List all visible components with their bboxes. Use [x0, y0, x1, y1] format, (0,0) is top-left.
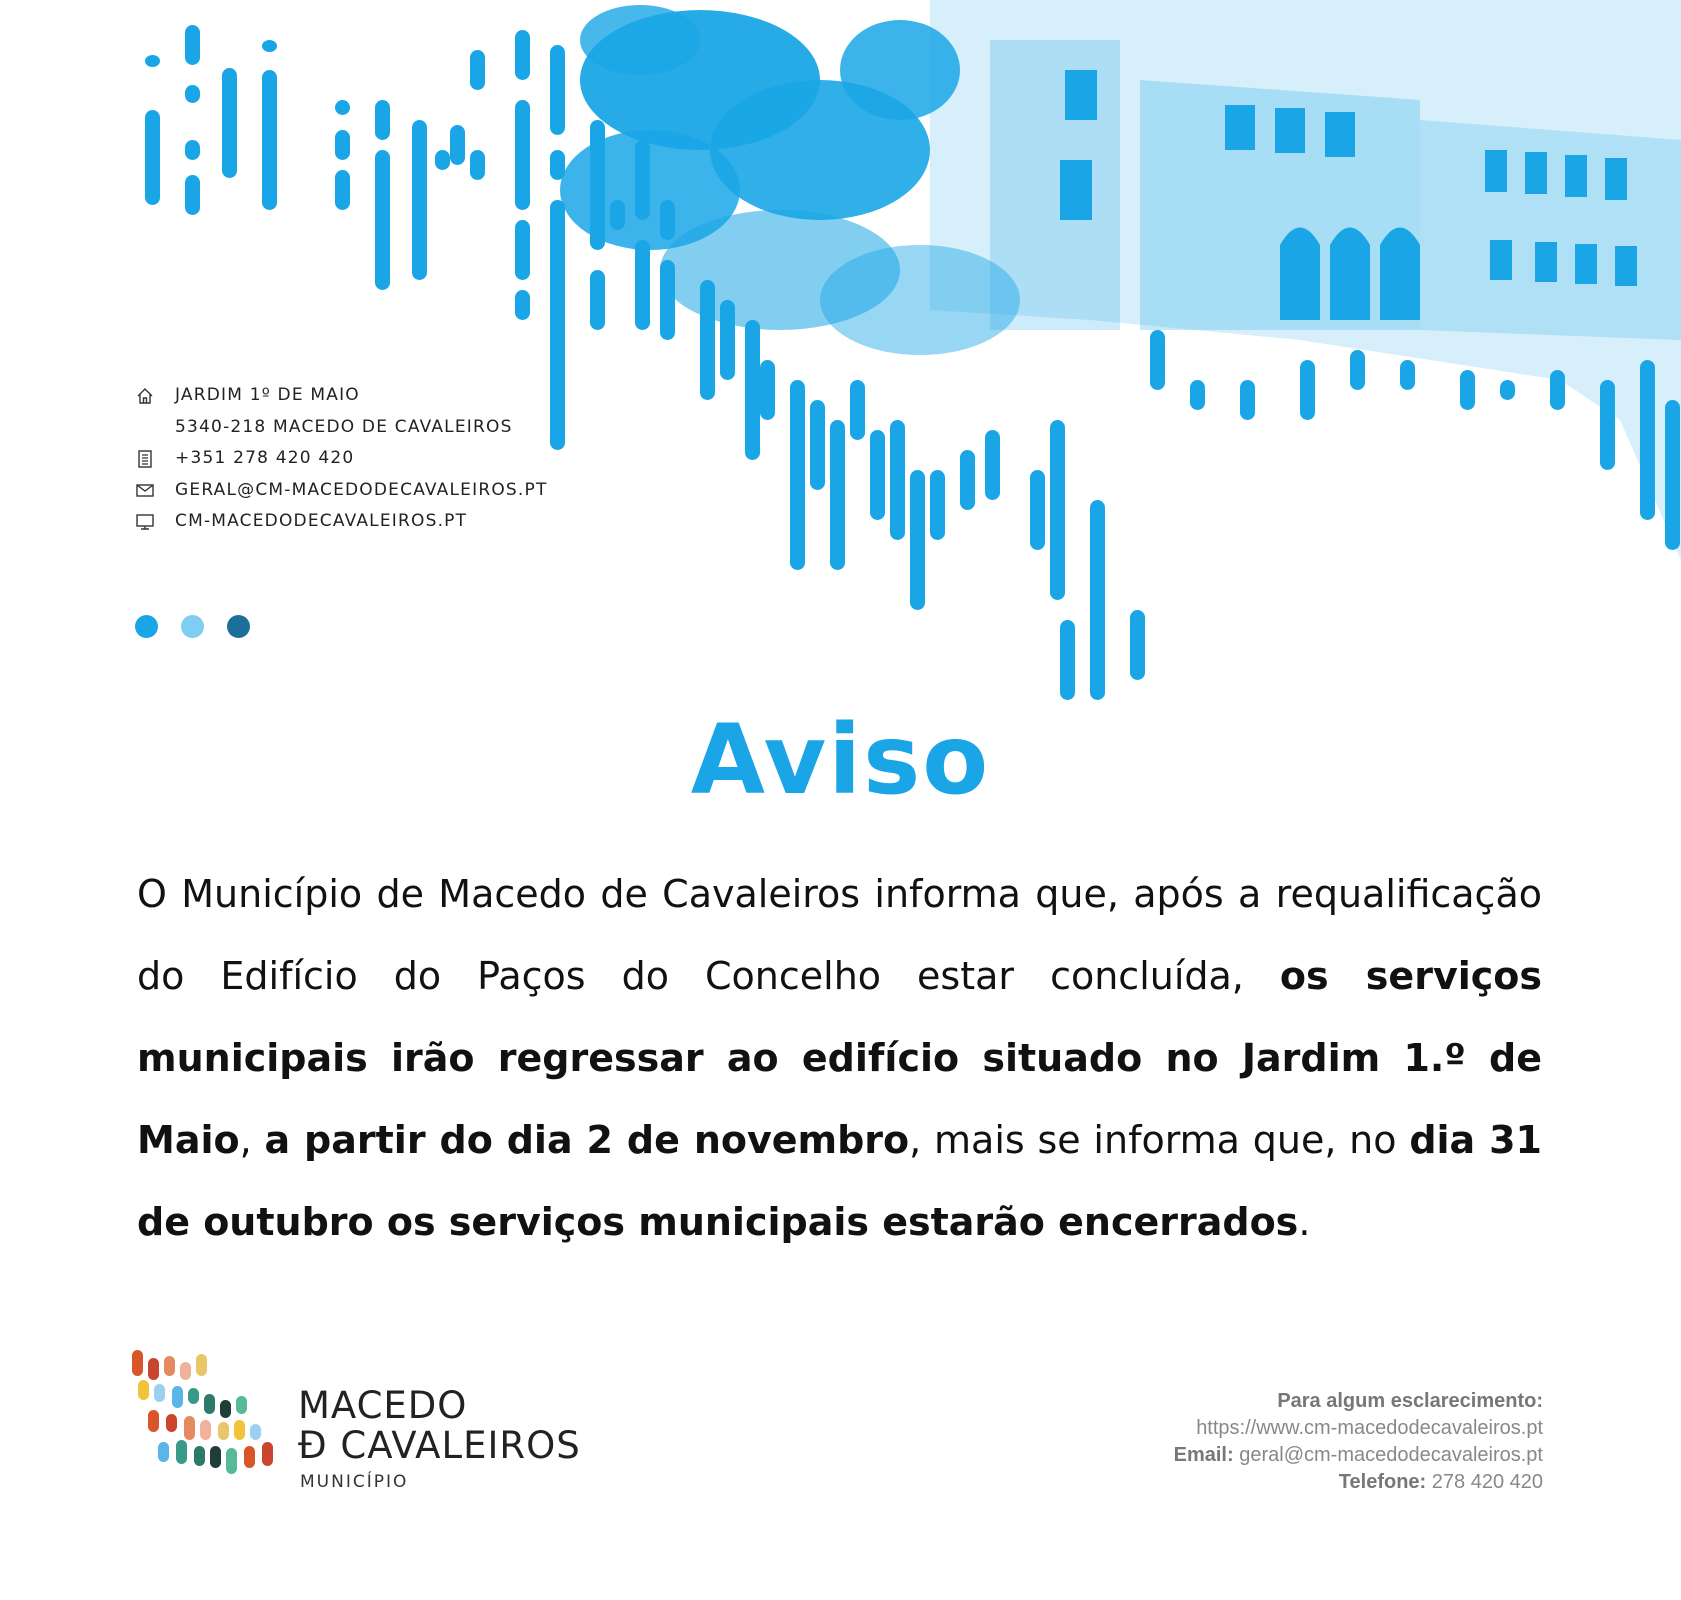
contact-block: [135, 380, 548, 538]
pattern-bar: [790, 380, 805, 570]
logo-pill: [148, 1410, 159, 1432]
logo-pill: [164, 1356, 175, 1376]
address-row-2: [135, 412, 548, 444]
body-text-1: O Município de Macedo de Cavaleiros informa que, após a requalificação do Edifício do Paços do Concelho estar concluída,: [137, 872, 1542, 998]
monitor-icon: [135, 512, 175, 532]
pattern-bar: [515, 290, 530, 320]
pattern-bar: [1050, 420, 1065, 600]
logo-pill: [180, 1362, 191, 1380]
logo-pill: [172, 1386, 183, 1408]
pattern-bar: [985, 430, 1000, 500]
pattern-bar: [635, 140, 650, 220]
pattern-bar: [1500, 380, 1515, 400]
pattern-bar: [1190, 380, 1205, 410]
pattern-bar: [550, 45, 565, 135]
pattern-bar: [145, 55, 160, 67]
hero-illustration: [0, 0, 1681, 720]
mail-icon: [135, 480, 175, 500]
pattern-bar: [635, 240, 650, 330]
pattern-bar: [550, 200, 565, 450]
logo-pill: [158, 1442, 169, 1462]
pattern-bar: [185, 175, 200, 215]
pattern-bar: [1640, 360, 1655, 520]
pattern-bar: [810, 400, 825, 490]
help-heading: Para algum esclarecimento:: [1277, 1390, 1543, 1412]
pattern-bar: [335, 170, 350, 210]
pattern-bar: [1030, 470, 1045, 550]
logo-pill: [234, 1420, 245, 1440]
pattern-bar: [515, 30, 530, 80]
pattern-bar: [830, 420, 845, 570]
body-text-4: .: [1298, 1200, 1311, 1244]
body-bold-3: dia 31 de outubro os serviços municipais estarão encerrados: [137, 1118, 1542, 1244]
pattern-bar: [720, 300, 735, 380]
pattern-bar: [335, 100, 350, 115]
pattern-bar: [1550, 370, 1565, 410]
pattern-bar: [1350, 350, 1365, 390]
phone-row: [135, 443, 548, 475]
pattern-bar: [1460, 370, 1475, 410]
help-phone[interactable]: 278 420 420: [1431, 1471, 1543, 1493]
pattern-bar: [870, 430, 885, 520]
pattern-bar: [470, 50, 485, 90]
logo-pill: [166, 1414, 177, 1432]
logo-pill: [194, 1446, 205, 1466]
pattern-bar: [660, 260, 675, 340]
pattern-bar: [412, 120, 427, 280]
pattern-bar: [375, 150, 390, 290]
phone-icon: [135, 449, 175, 469]
pattern-bar: [145, 110, 160, 205]
logo-pill: [176, 1440, 187, 1464]
logo-pill: [218, 1422, 229, 1440]
logo-pill: [138, 1380, 149, 1400]
logo-name-line3: MUNICÍPIO: [300, 1472, 409, 1492]
municipality-logo: [128, 1350, 588, 1500]
pattern-bar: [1150, 330, 1165, 390]
logo-pill: [250, 1424, 261, 1440]
pattern-bar: [435, 150, 450, 170]
pattern-bar: [1600, 380, 1615, 470]
notice-body: [137, 853, 1542, 1263]
help-email-label: Email:: [1173, 1444, 1234, 1466]
pattern-bar: [1400, 360, 1415, 390]
pattern-bar: [960, 450, 975, 510]
logo-pill: [220, 1400, 231, 1418]
pattern-bar: [745, 320, 760, 460]
pattern-bar: [550, 150, 565, 180]
pattern-bar: [1090, 550, 1105, 630]
logo-pill: [132, 1350, 143, 1376]
pattern-bar: [700, 280, 715, 400]
pattern-bar: [760, 360, 775, 420]
pattern-bar: [185, 140, 200, 160]
phone-text[interactable]: +351 278 420 420: [175, 448, 355, 468]
pattern-bar: [450, 125, 465, 165]
pattern-bar: [375, 100, 390, 140]
pattern-bar: [930, 470, 945, 540]
website-link[interactable]: CM-MACEDODECAVALEIROS.PT: [175, 511, 468, 531]
help-email[interactable]: geral@cm-macedodecavaleiros.pt: [1239, 1444, 1543, 1466]
pattern-bar: [1130, 610, 1145, 680]
address-line1: JARDIM 1º DE MAIO: [175, 385, 360, 405]
help-block: [1174, 1388, 1543, 1496]
pattern-bar: [335, 130, 350, 160]
body-bold-2: a partir do dia 2 de novembro: [264, 1118, 910, 1162]
address-line2: 5340-218 MACEDO DE CAVALEIROS: [175, 416, 513, 437]
pattern-bar: [222, 68, 237, 178]
logo-pill: [196, 1354, 207, 1376]
website-row: [135, 506, 548, 538]
pattern-bar: [470, 150, 485, 180]
logo-pill: [210, 1446, 221, 1468]
help-url[interactable]: https://www.cm-macedodecavaleiros.pt: [1196, 1417, 1543, 1439]
body-text-3: , mais se informa que, no: [909, 1118, 1410, 1162]
pattern-bar: [1060, 620, 1075, 700]
logo-name-line2: Đ CAVALEIROS: [298, 1424, 581, 1467]
pattern-bar: [890, 420, 905, 540]
pattern-bar: [1665, 400, 1680, 550]
logo-pill: [188, 1388, 199, 1404]
pattern-bar: [262, 40, 277, 52]
pattern-bar: [515, 220, 530, 280]
dot-1: [135, 615, 158, 638]
pattern-bar: [515, 100, 530, 210]
body-text-2: ,: [239, 1118, 265, 1162]
logo-pill: [200, 1420, 211, 1440]
logo-pill: [226, 1448, 237, 1474]
pattern-bar: [910, 470, 925, 610]
pattern-bar: [1300, 360, 1315, 420]
logo-pill: [184, 1416, 195, 1440]
page-title: Aviso: [690, 704, 991, 816]
pattern-bar: [590, 270, 605, 330]
help-phone-label: Telefone:: [1338, 1471, 1427, 1493]
email-row: [135, 475, 548, 507]
pattern-bar: [185, 85, 200, 103]
pattern-bar: [660, 200, 675, 240]
pattern-bar: [590, 120, 605, 250]
body-bold-1: os serviços municipais irão regressar ao edifício situado no Jardim 1.º de Maio: [137, 954, 1542, 1162]
logo-name-line1: MACEDO: [298, 1384, 468, 1427]
pattern-bar: [1240, 380, 1255, 420]
dot-3: [227, 615, 250, 638]
logo-pill: [154, 1384, 165, 1402]
pattern-bar: [262, 70, 277, 210]
logo-pill: [244, 1446, 255, 1468]
logo-mark: [128, 1350, 288, 1500]
address-row: [135, 380, 548, 412]
pattern-bar: [850, 380, 865, 440]
logo-pill: [148, 1358, 159, 1380]
logo-pill: [204, 1394, 215, 1414]
email-link[interactable]: GERAL@CM-MACEDODECAVALEIROS.PT: [175, 479, 548, 500]
pattern-bar: [185, 25, 200, 65]
decorative-dots: [135, 615, 250, 638]
home-icon: [135, 386, 175, 406]
logo-pill: [262, 1442, 273, 1466]
pattern-bar: [610, 200, 625, 230]
logo-pill: [236, 1396, 247, 1414]
dot-2: [181, 615, 204, 638]
